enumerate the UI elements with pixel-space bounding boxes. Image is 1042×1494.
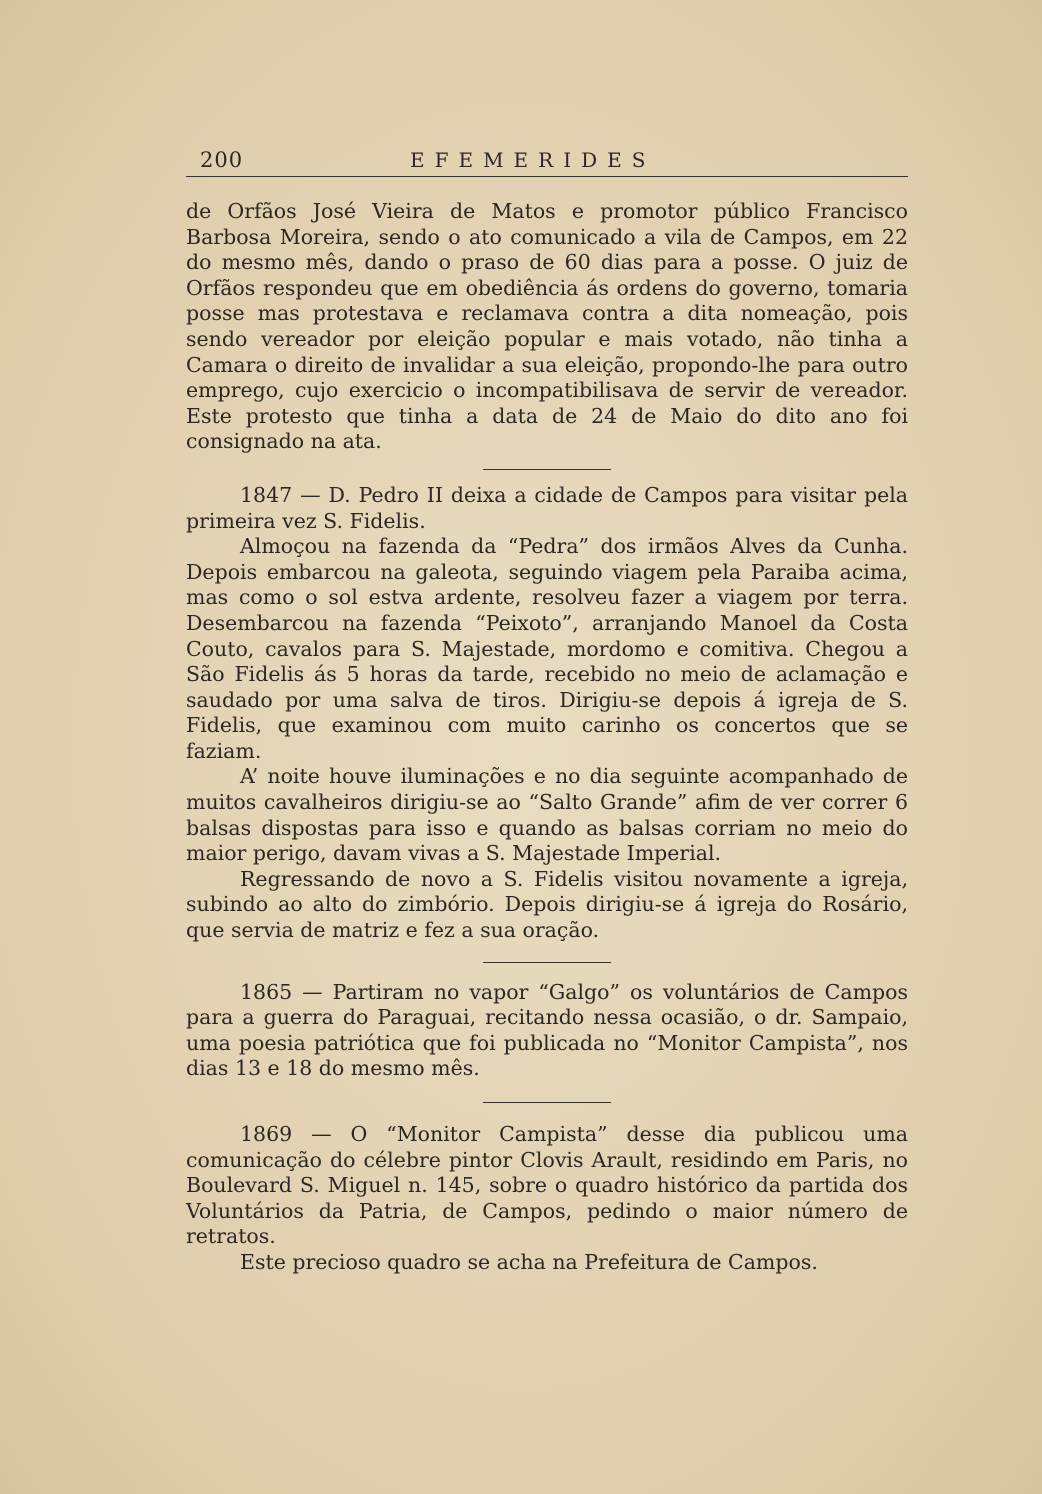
section-divider [483, 1102, 611, 1103]
entry-1847: 1847 — D. Pedro II deixa a cidade de Campos para visitar pela primeira vez S. Fidelis. [186, 482, 908, 533]
paragraph-intro: de Orfãos José Vieira de Matos e promotor público Francisco Barbosa Moreira, sendo o ato comunicado a vila de Campos, em 22 do mesmo mês, dando o praso de 60 dias para a posse. O juiz de Orfãos respondeu que em obediência ás ordens do governo, tomaria posse mas protestava e reclamava contra a dita nomeação, pois sendo vereador por eleição popular e mais votado, não tinha a Camara o direito de invalidar a sua eleição, propondo-lhe para outro emprego, cujo exercicio o incompatibilisava de servir de vereador. Este protesto que tinha a data de 24 de Maio do dito ano foi consignado na ata. [186, 199, 908, 454]
body-text [186, 199, 908, 1276]
running-title: EFEMERIDES [410, 148, 656, 172]
page-number: 200 [200, 148, 244, 172]
paragraph-1847-lunch: Almoçou na fazenda da “Pedra” dos irmãos Alves da Cunha. Depois embarcou na galeota, seguindo viagem pela Paraiba acima, mas como o sol estva ardente, resolveu fazer a viagem por terra. Desembarcou na fazenda “Peixoto”, arranjando Manoel da Costa Couto, cavalos para S. Majestade, mordomo e comitiva. Chegou a São Fidelis ás 5 horas da tarde, recebido no meio de aclamação e saudado por uma salva de tiros. Dirigiu-se depois á igreja de S. Fidelis, que examinou com muito carinho os concertos que se faziam. [186, 534, 908, 763]
paragraph-1847-return: Regressando de novo a S. Fidelis visitou novamente a igreja, subindo ao alto do zimbório. Depois dirigiu-se á igreja do Rosário, que servia de matriz e fez a sua oração. [186, 866, 908, 943]
book-page [186, 140, 908, 1276]
section-divider [483, 469, 611, 470]
entry-1865: 1865 — Partiram no vapor “Galgo” os voluntários de Campos para a guerra do Paraguai, recitando nessa ocasião, o dr. Sampaio, uma poesia patriótica que foi publicada no “Monitor Campista”, nos dias 13 e 18 do mesmo mês. [186, 979, 908, 1081]
paragraph-1869-note: Este precioso quadro se acha na Prefeitura de Campos. [240, 1249, 818, 1274]
paragraph-1847-night: A’ noite houve iluminações e no dia seguinte acompanhado de muitos cavalheiros dirigiu-se ao “Salto Grande” afim de ver correr 6 balsas dispostas para isso e quando as balsas corriam no meio do maior perigo, davam vivas a S. Majestade Imperial. [186, 764, 908, 866]
section-divider [483, 962, 611, 963]
running-head [186, 140, 908, 177]
entry-1869: 1869 — O “Monitor Campista” desse dia publicou uma comunicação do célebre pintor Clovis Arault, residindo em Paris, no Boulevard S. Miguel n. 145, sobre o quadro histórico da partida dos Voluntários da Patria, de Campos, pedindo o maior número de retratos. [186, 1122, 908, 1249]
